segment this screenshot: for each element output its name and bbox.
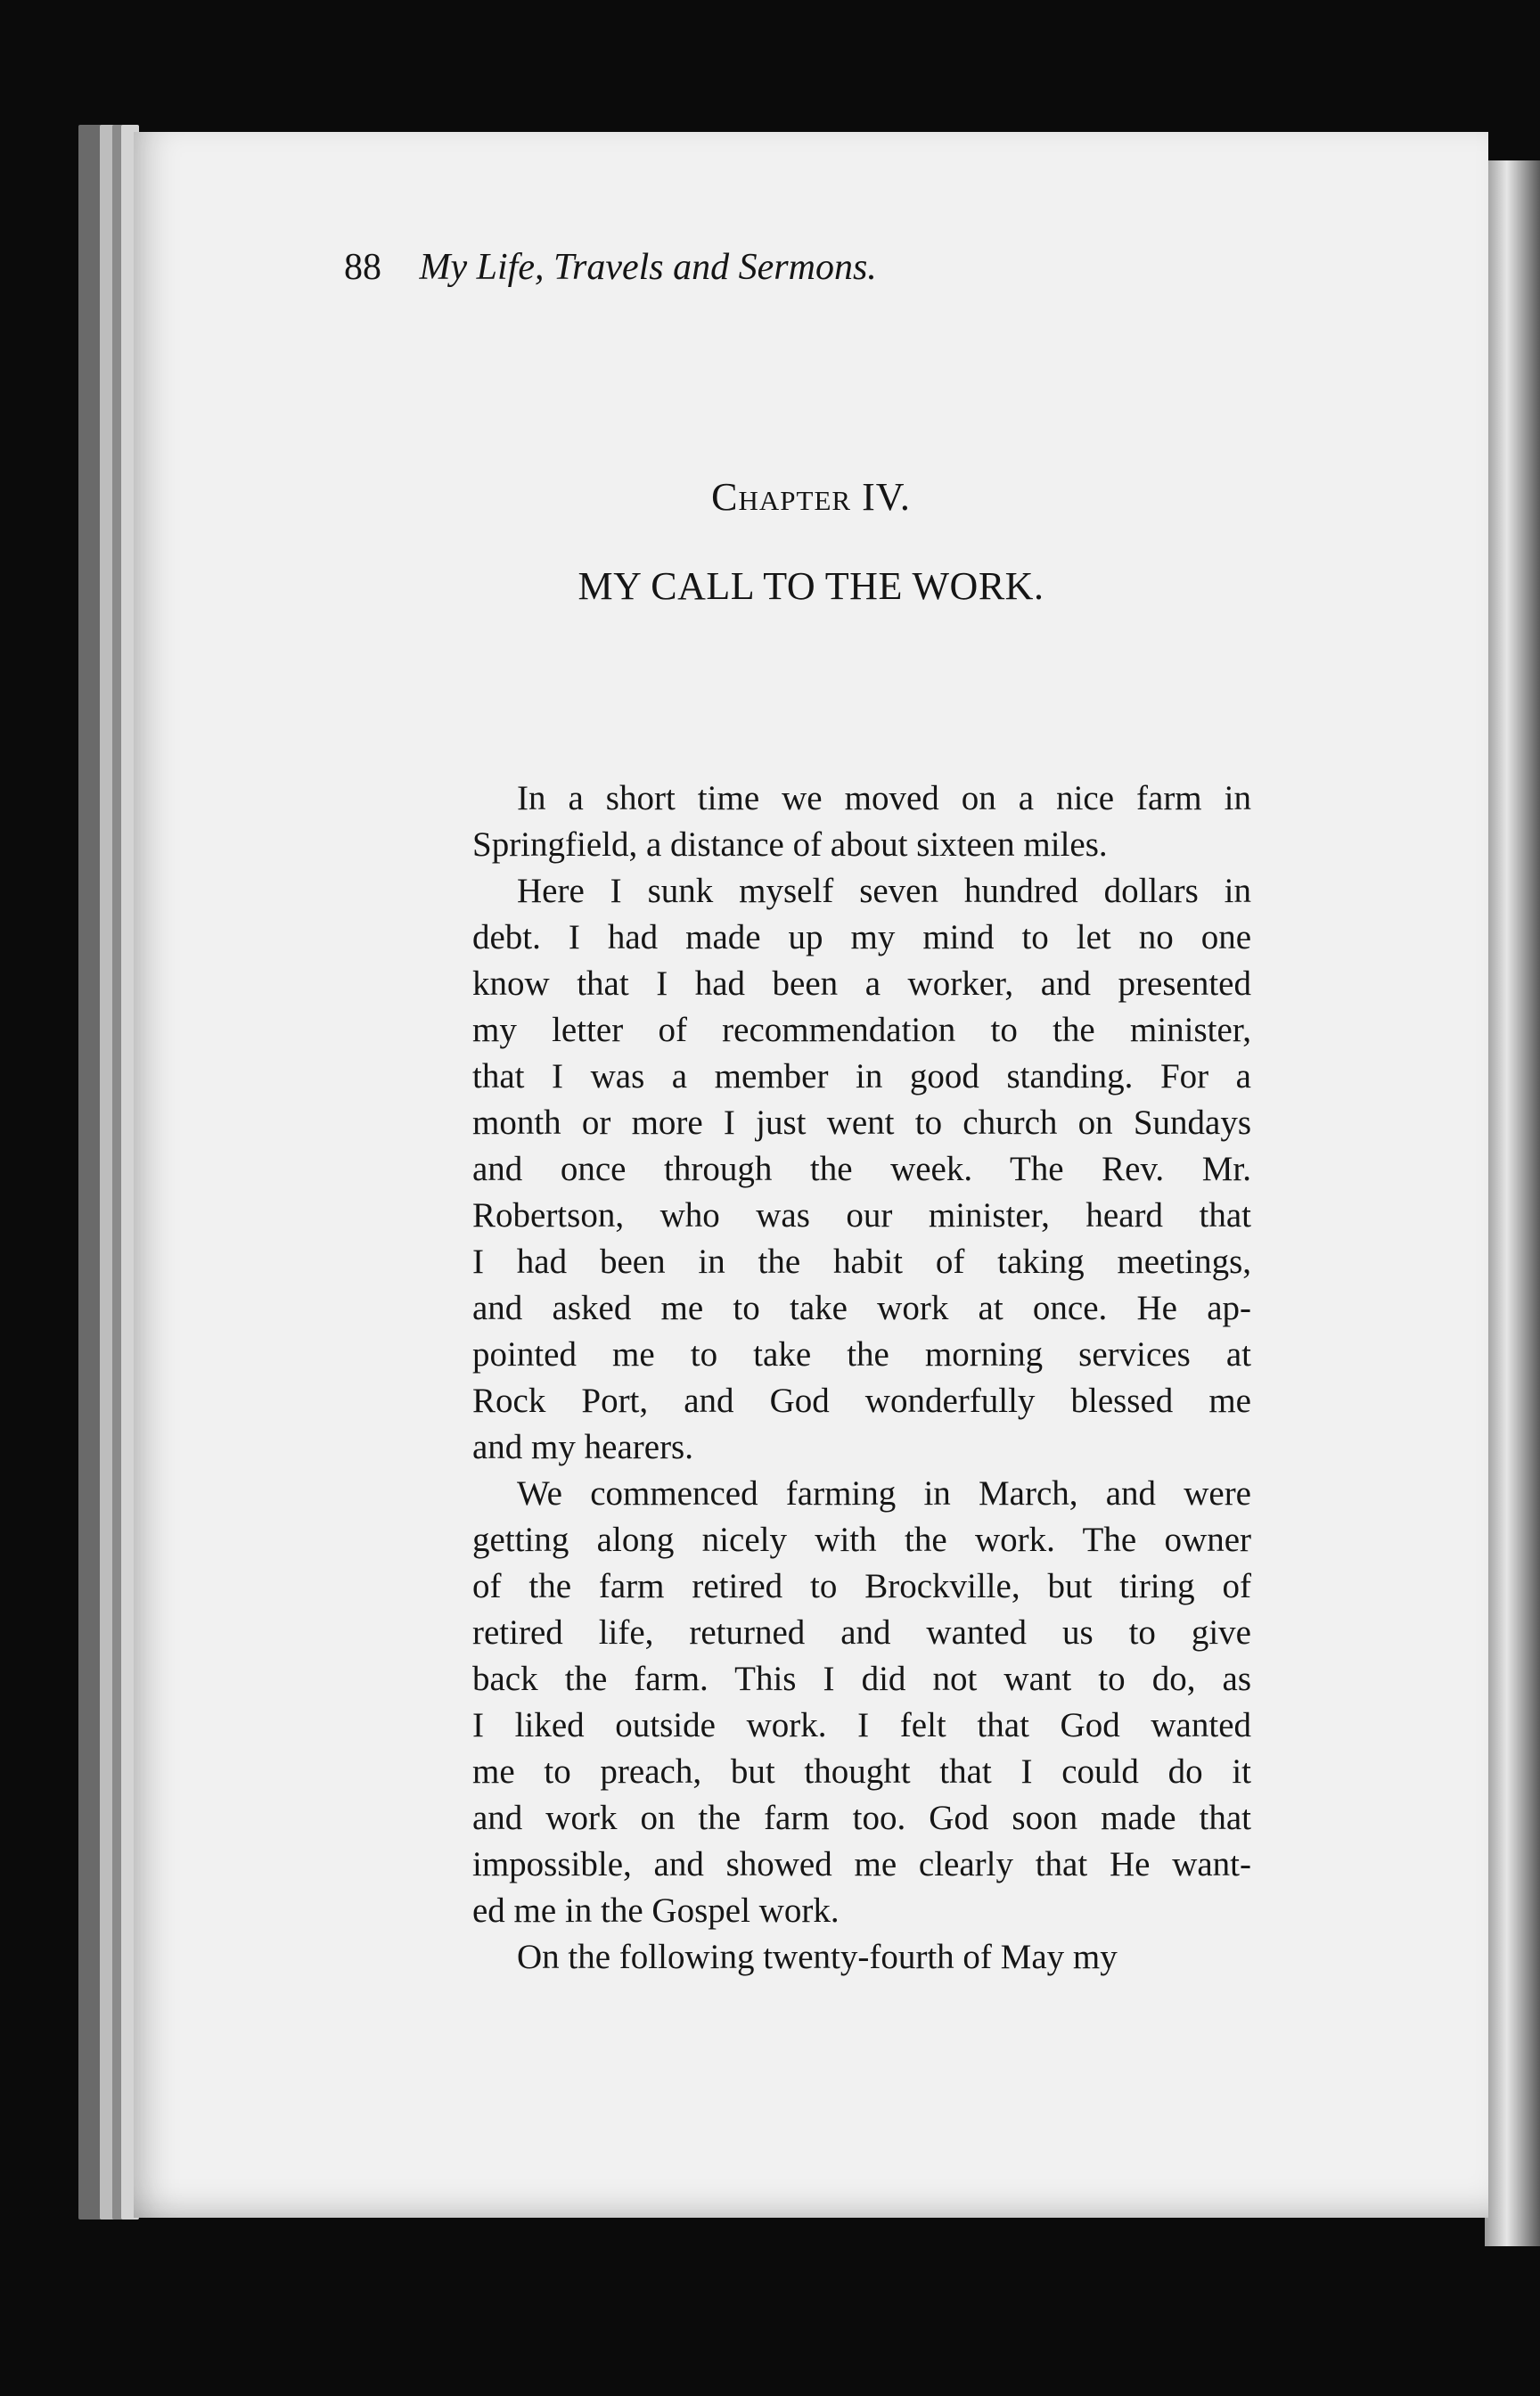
text-line: Rock Port, and God wonderfully blessed me [472, 1382, 1251, 1420]
paragraph [472, 868, 1251, 1471]
paragraph [472, 1471, 1251, 1934]
text-line: of the farm retired to Brockville, but tiring of [472, 1567, 1251, 1605]
text-line: I liked outside work. I felt that God wanted [472, 1706, 1251, 1744]
chapter-title: MY CALL TO THE WORK. [578, 564, 1044, 608]
text-line: We commenced farming in March, and were [517, 1474, 1251, 1513]
text-line: pointed me to take the morning services at [472, 1335, 1251, 1374]
text-line: I had been in the habit of taking meetings, [472, 1243, 1251, 1281]
text-line: impossible, and showed me clearly that He want- [472, 1845, 1251, 1883]
text-line: Springfield, a distance of about sixteen miles. [472, 825, 1108, 864]
text-line: know that I had been a worker, and presented [472, 964, 1251, 1003]
paragraph [472, 1934, 1251, 1981]
text-line: that I was a member in good standing. For a [472, 1057, 1251, 1095]
page-number: 88 [344, 247, 381, 288]
text-line: In a short time we moved on a nice farm in [517, 779, 1251, 817]
text-line: and asked me to take work at once. He ap- [472, 1289, 1251, 1327]
text-line: debt. I had made up my mind to let no one [472, 918, 1251, 956]
text-line: back the farm. This I did not want to do, as [472, 1660, 1251, 1698]
book-title: My Life, Travels and Sermons. [419, 247, 877, 288]
text-line: Here I sunk myself seven hundred dollars in [517, 872, 1251, 910]
right-page-edge [1485, 160, 1540, 2246]
text-line: month or more I just went to church on Sundays [472, 1104, 1251, 1142]
text-line: my letter of recommendation to the minister, [472, 1011, 1251, 1049]
text-line: Robertson, who was our minister, heard that [472, 1196, 1251, 1235]
text-line: and my hearers. [472, 1428, 693, 1466]
text-line: and once through the week. The Rev. Mr. [472, 1150, 1251, 1188]
body-text [472, 775, 1251, 1981]
text-line: and work on the farm too. God soon made that [472, 1799, 1251, 1837]
paragraph [472, 775, 1251, 868]
text-line: ed me in the Gospel work. [472, 1891, 840, 1930]
running-head [344, 246, 1146, 289]
text-line: me to preach, but thought that I could do it [472, 1752, 1251, 1791]
text-line: retired life, returned and wanted us to give [472, 1613, 1251, 1652]
text-line: getting along nicely with the work. The owner [472, 1521, 1251, 1559]
chapter-label: Chapter IV. [711, 475, 911, 519]
text-line: On the following twenty-fourth of May my [517, 1938, 1118, 1976]
